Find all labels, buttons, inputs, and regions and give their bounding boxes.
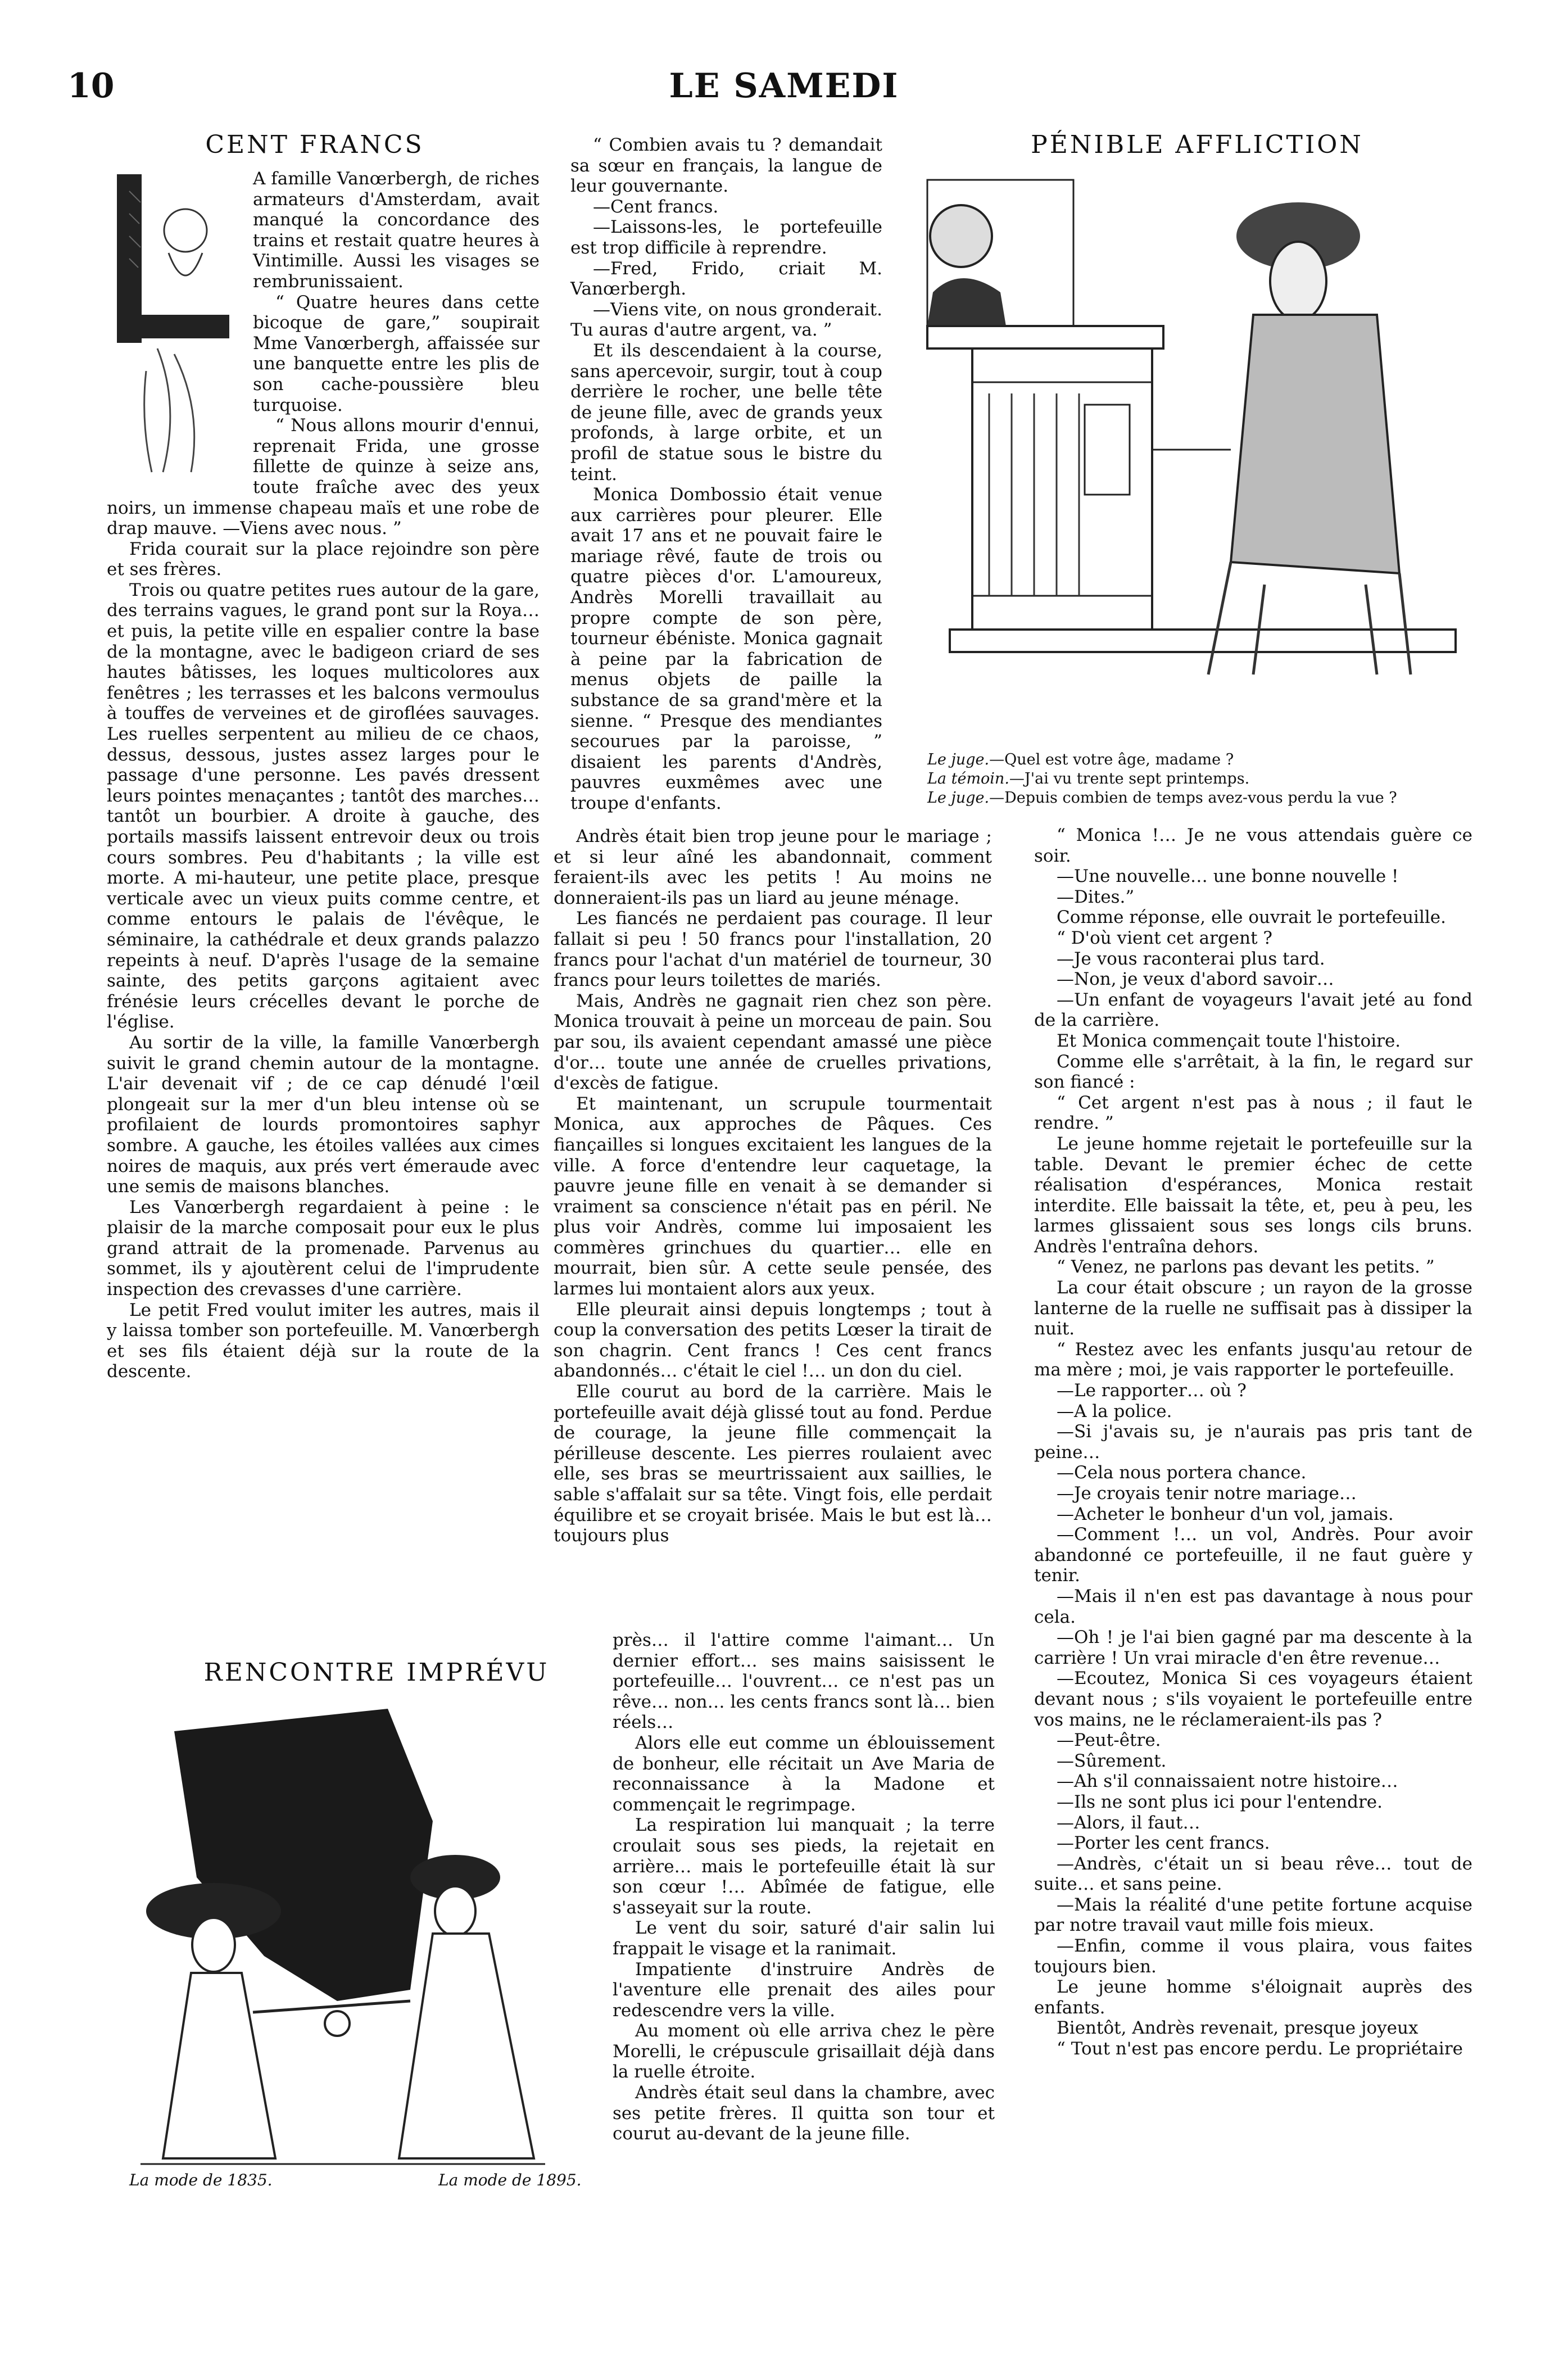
illustration-heading: RENCONTRE IMPRÉVU [203, 1658, 550, 1687]
paragraph: Andrès était bien trop jeune pour le mariage ; et si leur aîné les abandonnait, comment feraient-ils avec les petits ! Au moins ne donneraient-ils pas un liard au jeune ménage. [554, 826, 992, 908]
paragraph: A famille Vanœrbergh, de riches armateurs d'Amsterdam, avait manqué la concordance des trains et restait quatre heures à Vintimille. Aussi les visages se rembrunissaient. [253, 169, 540, 292]
dropcap-illustration [107, 169, 242, 483]
paragraph: Alors elle eut comme un éblouissement de bonheur, elle récitait un Ave Maria de reconnaissance à la Madone et commençait le regrimpage. [613, 1732, 995, 1815]
paragraph: près… il l'attire comme l'aimant… Un dernier effort… ses mains saisissent le portefeuille… l'ouvrent… ce n'est pas un rêve… non… les cents francs sont là… bien réels… [613, 1630, 995, 1733]
caption-left: La mode de 1835. [129, 2171, 273, 2189]
story-column-2-continued [554, 826, 992, 1546]
paragraph: “ Quatre heures dans cette bicoque de gare,” soupirait Mme Vanœrbergh, affaissée sur une banquette entre les plis de son cache-poussière bleu turquoise. [253, 292, 540, 415]
paragraph: —Je vous raconterai plus tard. [1057, 948, 1325, 969]
paragraph: —Ecoutez, Monica Si ces voyageurs étaient devant nous ; s'ils voyaient le portefeuille entre vos mains, ne le réclameraient-ils pas ? [1034, 1668, 1472, 1730]
caption-text: —Quel est votre âge, madame ? [989, 751, 1234, 768]
paragraph: —Peut-être. [1057, 1730, 1161, 1751]
caption-line [927, 750, 1546, 769]
paragraph: Frida courait sur la place rejoindre son père et ses frères. [107, 538, 540, 580]
paragraph: “ Cet argent n'est pas à nous ; il faut le rendre. ” [1034, 1092, 1472, 1134]
paragraph: —Laissons-les, le portefeuille est trop difficile à reprendre. [570, 217, 882, 258]
paragraph: La respiration lui manquait ; la terre croulait sous ses pieds, la rejetait en arrière… mais le portefeuille était là sur son cœur !… Abîmée de fatigue, elle s'asseyait sur la route. [613, 1815, 995, 1918]
paragraph: Le petit Fred voulut imiter les autres, mais il y laissa tomber son portefeuille. M. Vanœrbergh et ses fils étaient déjà sur la route de la descente. [107, 1300, 540, 1382]
paragraph: —Comment !… un vol, Andrès. Pour avoir abandonné ce portefeuille, il ne faut guère y tenir. [1034, 1524, 1472, 1586]
story-column-3 [1034, 825, 1472, 2059]
caption-speaker: Le juge. [927, 789, 990, 807]
paragraph: —Viens vite, on nous gronderait. Tu auras d'autre argent, va. ” [570, 299, 882, 341]
paragraph: Trois ou quatre petites rues autour de la gare, des terrains vagues, le grand pont sur la Roya… et puis, la petite ville en espalier contre la base de la montagne, avec le badigeon criard de ses hautes bâtisses, les loques multicolores aux fenêtres ; les terrasses et les balcons vermoulus à touffes de verveines et de giroflées sauvages. Les ruelles serpentent au milieu de ce chaos, dessus, dessous, justes assez larges pour le passage d'une personne. Les pavés dressent leurs pointes menaçantes ; tantôt des marches… tantôt un bourbier. A droite à gauche, des portails massifs laissent entrevoir deux ou trois cours sombres. Peu d'habitants ; la ville est morte. A mi-hauteur, une petite place, presque verticale avec un vieux puits comme centre, et comme entours le palais de l'évêque, le séminaire, la cathédrale et deux grands palazzo repeints à neuf. D'après l'usage de la semaine sainte, des petits garçons agitaient avec frénésie leurs crécelles devant le porche de l'église. [107, 580, 540, 1033]
story-heading: CENT FRANCS [205, 130, 424, 159]
paragraph: “ Combien avais tu ? demandait sa sœur en français, la langue de leur gouvernante. [570, 135, 882, 197]
paragraph: Impatiente d'instruire Andrès de l'aventure elle prenait des ailes pour redescendre vers la ville. [613, 1959, 995, 2021]
paragraph: —A la police. [1057, 1401, 1172, 1422]
cartoon-illustration [916, 169, 1478, 742]
paragraph: Elle pleurait ainsi depuis longtemps ; tout à coup la conversation des petits Lœser la tirait de son chagrin. Cent francs ! Ces cent francs abandonnés… c'était le ciel !… un don du ciel. [554, 1299, 992, 1382]
page-number: 10 [67, 66, 115, 106]
paragraph: Le vent du soir, saturé d'air salin lui frappait le visage et la ranimait. [613, 1918, 995, 1959]
dropcap-l-icon [107, 169, 242, 483]
paragraph: —Je croyais tenir notre mariage… [1057, 1483, 1357, 1504]
paragraph: —Acheter le bonheur d'un vol, jamais. [1057, 1504, 1394, 1524]
paragraph: —Andrès, c'était un si beau rêve… tout de suite… et sans peine. [1034, 1853, 1472, 1895]
paragraph: “ Restez avec les enfants jusqu'au retour de ma mère ; moi, je vais rapporter le portefeuille. [1034, 1339, 1472, 1380]
rencontre-illustration [96, 1709, 579, 2170]
paragraph: Le jeune homme rejetait le portefeuille sur la table. Devant le premier échec de cette réalisation d'espérances, Monica restait interdite. Elle baissait la tête, et, peu à peu, les larmes glissaient sous ses longs cils bruns. Andrès l'entraîna dehors. [1034, 1133, 1472, 1257]
paragraph: —Ils ne sont plus ici pour l'entendre. [1057, 1791, 1383, 1812]
paragraph: Andrès était seul dans la chambre, avec ses petite frères. Il quitta son tour et courut au-devant de la jeune fille. [613, 2083, 995, 2144]
cartoon-heading: PÉNIBLE AFFLICTION [1031, 130, 1363, 159]
caption-speaker: La témoin. [927, 770, 1009, 787]
paragraph: “ Monica !… Je ne vous attendais guère ce soir. [1034, 825, 1472, 866]
journal-title: LE SAMEDI [669, 66, 899, 106]
paragraph: Et ils descendaient à la course, sans apercevoir, surgir, tout à coup derrière le rocher, une belle tête de jeune fille, avec de grands yeux profonds, à large orbite, et un profil de statue sous le bistre du teint. [570, 340, 882, 485]
paragraph: Au moment où elle arriva chez le père Morelli, le crépuscule grisaillait déjà dans la ruelle étroite. [613, 2021, 995, 2083]
paragraph: Les Vanœrbergh regardaient à peine : le plaisir de la marche composait pour eux le plus grand attrait de la promenade. Parvenus au sommet, ils y ajoutèrent celui de l'imprudente inspection des crevasses d'une carrière. [107, 1197, 540, 1300]
story-column-1 [107, 169, 540, 1382]
paragraph: —Si j'avais su, je n'aurais pas pris tant de peine… [1034, 1422, 1472, 1463]
paragraph: Monica Dombossio était venue aux carrières pour pleurer. Elle avait 17 ans et ne pouvait faire le mariage rêvé, faute de trois ou quatre pièces d'or. L'amoureux, Andrès Morelli travaillait au propre compte de son père, tourneur ébéniste. Monica gagnait à peine par la fabrication de menus objets de paille la substance de sa grand'mère et la sienne. “ Presque des mendiantes secourues par la paroisse, ” disaient les parents d'Andrès, pauvres euxmêmes avec une troupe d'enfants. [570, 485, 882, 813]
paragraph: Comme elle s'arrêtait, à la fin, le regard sur son fiancé : [1034, 1051, 1472, 1093]
caption-line [927, 789, 1546, 808]
cartoon-caption [927, 750, 1546, 808]
paragraph: “ D'où vient cet argent ? [1057, 927, 1273, 948]
story-column-2 [570, 135, 882, 814]
paragraph: —Ah s'il connaissaient notre histoire… [1057, 1771, 1398, 1792]
paragraph: —Porter les cent francs. [1057, 1833, 1270, 1854]
courtroom-drawing-icon [916, 169, 1478, 742]
paragraph: Au sortir de la ville, la famille Vanœrbergh suivit le grand chemin autour de la montagne. L'air devenait vif ; de ce cap dénudé l'œil plongeait sur la mer d'un bleu intense où se profilaient de lourds promontoires saphyr sombre. A gauche, les étoiles vallées aux cimes noires de maquis, aux prés vert émeraude avec une semis de maisons blanches. [107, 1032, 540, 1197]
paragraph: —Un enfant de voyageurs l'avait jeté au fond de la carrière. [1034, 989, 1472, 1031]
paragraph: —Mais il n'en est pas davantage à nous pour cela. [1034, 1586, 1472, 1627]
paragraph: La cour était obscure ; un rayon de la grosse lanterne de la ruelle ne suffisait pas à dissiper la nuit. [1034, 1278, 1472, 1339]
caption-right: La mode de 1895. [438, 2171, 582, 2189]
caption-text: —Depuis combien de temps avez-vous perdu la vue ? [989, 789, 1397, 807]
paragraph: Le jeune homme s'éloignait auprès des enfants. [1034, 1977, 1472, 2018]
paragraph: —Sûrement. [1057, 1750, 1167, 1771]
paragraph: —Cela nous portera chance. [1057, 1463, 1307, 1483]
paragraph: Bientôt, Andrès revenait, presque joyeux [1057, 2018, 1419, 2039]
two-ladies-drawing-icon [96, 1709, 579, 2170]
paragraph: —Cent francs. [593, 196, 719, 217]
paragraph: —Dites.” [1057, 886, 1135, 907]
caption-line [927, 769, 1546, 789]
paragraph: —Non, je veux d'abord savoir… [1057, 969, 1334, 990]
paragraph: —Une nouvelle… une bonne nouvelle ! [1057, 866, 1399, 887]
story-column-2-bottom [613, 1630, 995, 2144]
paragraph: Comme réponse, elle ouvrait le portefeuille. [1057, 907, 1446, 928]
paragraph: Mais, Andrès ne gagnait rien chez son père. Monica trouvait à peine un morceau de pain. Sou par sou, ils avaient cependant amassé une pièce d'or… toute une année de cruelles privations, d'excès de fatigue. [554, 990, 992, 1094]
paragraph: Et maintenant, un scrupule tourmentait Monica, aux approches de Pâques. Ces fiançailles si longues excitaient les langues de la ville. A force d'entendre leur caquetage, la pauvre jeune fille en venait à se demander si vraiment sa conscience n'était pas en péril. Ne plus voir Andrès, comme lui imposaient les commères grinchues du quartier… elle en mourrait, bien sûr. A cette seule pensée, des larmes lui montaient alors aux yeux. [554, 1093, 992, 1300]
paragraph: —Alors, il faut… [1057, 1812, 1200, 1833]
paragraph: —Mais la réalité d'une petite fortune acquise par notre travail vaut mille fois mieux. [1034, 1894, 1472, 1936]
caption-speaker: Le juge. [927, 751, 990, 768]
paragraph: —Le rapporter… où ? [1057, 1380, 1247, 1401]
paragraph: “ Tout n'est pas encore perdu. Le propriétaire [1057, 2039, 1463, 2059]
paragraph: —Oh ! je l'ai bien gagné par ma descente à la carrière ! Un vrai miracle d'en être revenue… [1034, 1627, 1472, 1668]
caption-text: —J'ai vu trente sept printemps. [1009, 770, 1250, 787]
paragraph: —Enfin, comme il vous plaira, vous faites toujours bien. [1034, 1936, 1472, 1977]
paragraph: Les fiancés ne perdaient pas courage. Il leur fallait si peu ! 50 francs pour l'installation, 20 francs pour l'achat d'un matériel de tourneur, 30 francs pour leurs toilettes de mariés. [554, 908, 992, 991]
paragraph: Elle courut au bord de la carrière. Mais le portefeuille avait déjà glissé tout au fond. Perdue de courage, la jeune fille commençait la périlleuse descente. Les pierres roulaient avec elle, ses bras se meurtrissaient aux saillies, le sable s'affalait sur sa tête. Vingt fois, elle perdait équilibre et se croyait brisée. Mais le but est là… toujours plus [554, 1382, 992, 1546]
paragraph: “ Venez, ne parlons pas devant les petits. ” [1057, 1257, 1435, 1278]
paragraph: —Fred, Frido, criait M. Vanœrbergh. [570, 258, 882, 300]
paragraph: Et Monica commençait toute l'histoire. [1057, 1030, 1401, 1051]
paragraph: “ Nous allons mourir d'ennui, reprenait Frida, une grosse fillette de quinze à seize ans, toute fraîche avec des yeux noirs, un immense chapeau maïs et une robe de drap mauve. —Viens avec nous. ” [107, 415, 540, 539]
